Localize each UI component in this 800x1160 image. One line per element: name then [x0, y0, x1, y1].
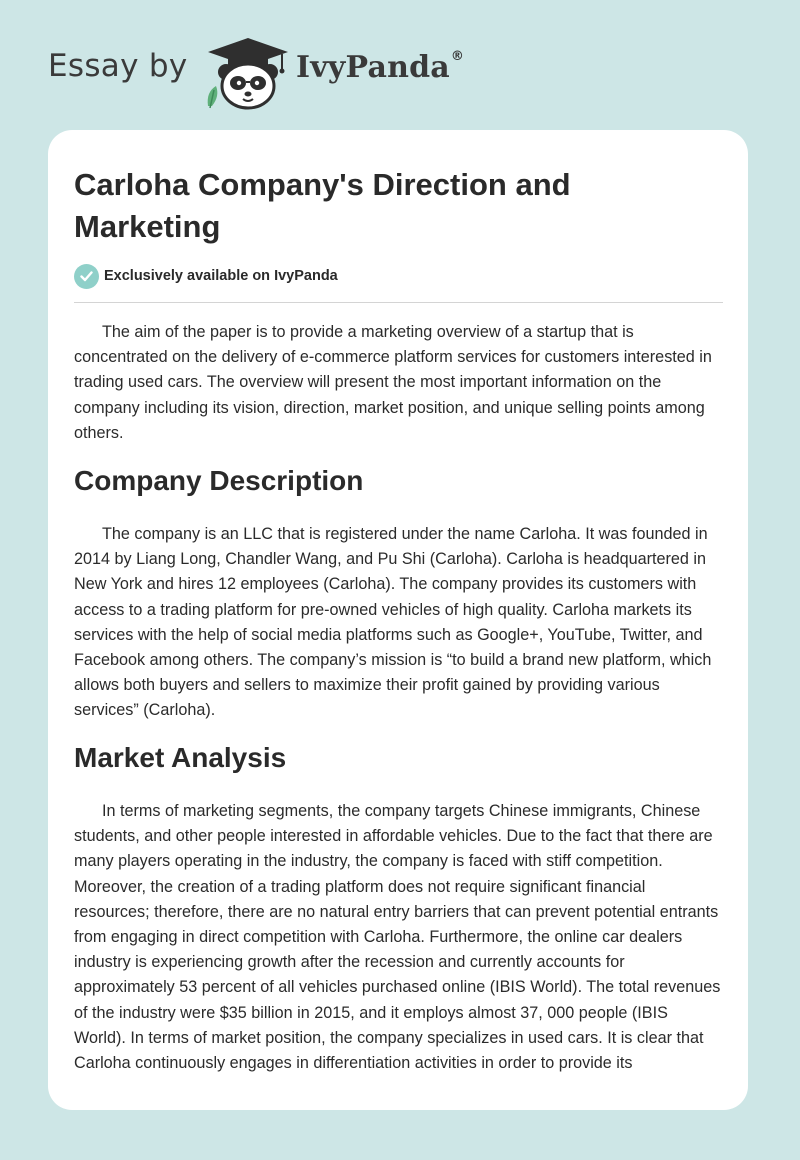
essay-by-label: Essay by — [48, 48, 188, 84]
section-heading-market-analysis: Market Analysis — [74, 742, 287, 773]
section-heading-company-description: Company Description — [74, 465, 364, 496]
brand-name[interactable] — [296, 50, 464, 85]
brand-text: IvyPanda — [296, 50, 450, 85]
site-header — [0, 0, 800, 130]
intro-paragraph: The aim of the paper is to provide a marketing overview of a startup that is concentrated on the delivery of e-commerce platform services for customers interested in trading used cars. The overview will present the most important information on the company including its vision, direction, market position, and unique selling points among others. — [74, 323, 712, 442]
exclusive-label: Exclusively available on IvyPanda — [104, 268, 338, 284]
registered-mark: ® — [450, 49, 465, 64]
market-analysis-paragraph: In terms of marketing segments, the company targets Chinese immigrants, Chinese students, and other people interested in affordable vehicles. Due to the fact that there are many players operating in the industry, the company is faced with stiff competition. Moreover, the creation of a trading platform does not require significant financial resources; therefore, there are no natural entry barriers that can prevent potential entrants from engaging in direct competition with Carloha. Furthermore, the online car dealers industry is experiencing growth after the recession and currently accounts for approximately 53 percent of all vehicles purchased online (IBIS World). The total revenues of the industry were $35 billion in 2015, and it employs almost 37, 000 people (IBIS World). In terms of market position, the company specializes in used cars. It is clear that Carloha continuously engages in differentiation activities in order to provide its — [74, 802, 721, 1073]
panda-logo-icon[interactable] — [202, 36, 294, 110]
company-description-paragraph: The company is an LLC that is registered under the name Carloha. It was founded in 2014 by Liang Long, Chandler Wang, and Pu Shi (Carloha). Carloha is headquartered in New York and hires 12 employees (Carloha). The company provides its customers with access to a trading platform for pre-owned vehicles of high quality. Carloha markets its services with the help of social media platforms such as Google+, YouTube, Twitter, and Facebook among others. The company’s mission is “to build a brand new platform, which allows both buyers and sellers to maximize their profit gained by providing various services” (Carloha). — [74, 525, 712, 720]
essay-card — [48, 130, 748, 1110]
exclusive-badge — [74, 263, 338, 289]
check-icon — [74, 264, 99, 289]
page-title: Carloha Company's Direction and Marketing — [74, 167, 571, 244]
divider — [74, 302, 723, 303]
